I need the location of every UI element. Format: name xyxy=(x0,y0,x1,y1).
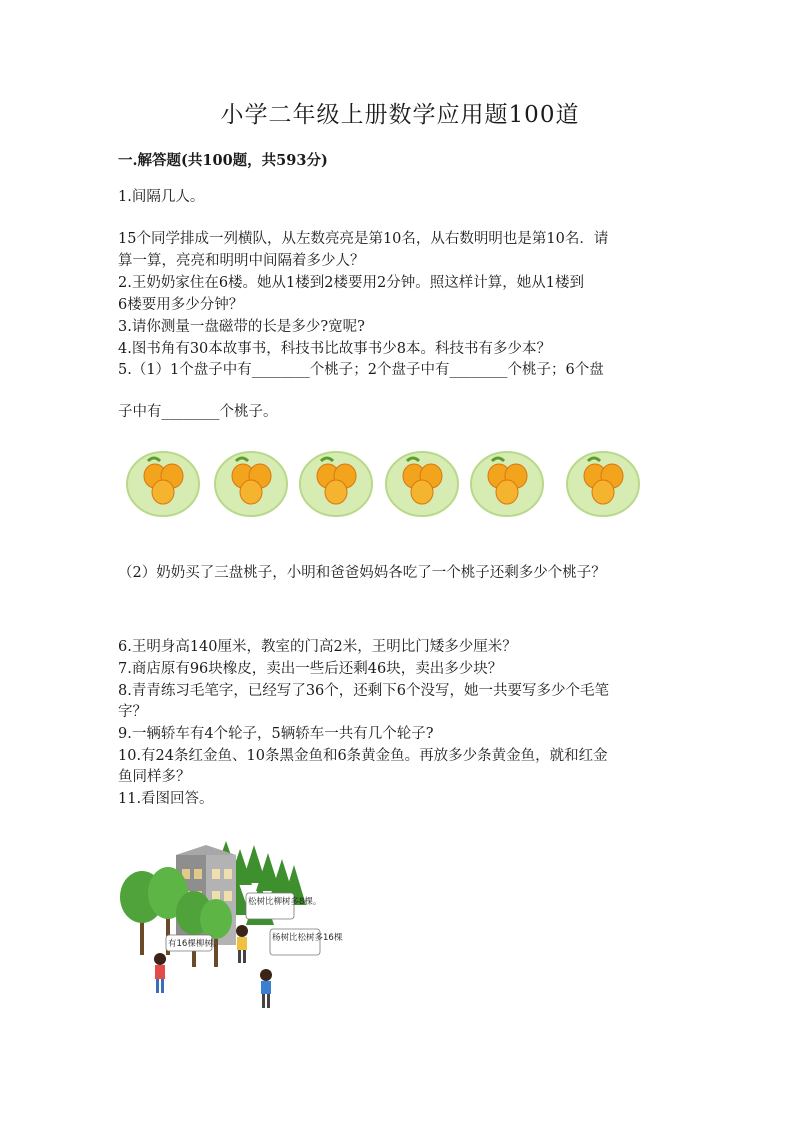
page-title: 小学二年级上册数学应用题100道 xyxy=(220,102,580,128)
q10-text-line2: 鱼同样多？ xyxy=(118,769,191,785)
q5-part1-line2: 子中有________个桃子。 xyxy=(118,404,278,420)
peach-plate-2 xyxy=(214,451,288,517)
q2-text-line1: 2.王奶奶家住在6楼。她从1楼到2楼要用2分钟。照这样计算，她从1楼到 xyxy=(118,275,584,291)
q7-text: 7.商店原有96块橡皮，卖出一些后还剩46块，卖出多少块？ xyxy=(118,661,503,677)
q5-part2-text: （2）奶奶买了三盘桃子，小明和爸爸妈妈各吃了一个桃子还剩多少个桃子？ xyxy=(118,565,606,581)
scene-drawing xyxy=(118,835,343,1015)
q5-part1-line1: 5.（1）1个盘子中有________个桃子；2个盘子中有________个桃子；6个盘 xyxy=(118,362,604,378)
child-boy-2 xyxy=(260,969,272,1008)
bubble-willow-text: 有16棵柳树。 xyxy=(168,939,222,949)
q4-text: 4.图书角有30本故事书，科技书比故事书少8本。科技书有多少本？ xyxy=(118,341,552,357)
speech-bubble-poplar xyxy=(270,929,343,955)
q6-text: 6.王明身高140厘米，教室的门高2米，王明比门矮多少厘米？ xyxy=(118,639,517,655)
q10-text-line1: 10.有24条红金鱼、10条黑金鱼和6条黄金鱼。再放多少条黄金鱼，就和红金 xyxy=(118,748,608,764)
bubble-poplar-text: 杨树比松树多16棵。 xyxy=(272,933,343,943)
q9-text: 9.一辆轿车有4个轮子，5辆轿车一共有几个轮子? xyxy=(118,726,434,742)
speech-bubble-pine xyxy=(246,893,321,919)
q8-text-line2: 字？ xyxy=(118,704,147,720)
q1-label: 1.间隔几人。 xyxy=(118,189,205,205)
q2-text-line2: 6楼要用多少分钟？ xyxy=(118,297,244,313)
peach-plate-6 xyxy=(566,451,640,517)
peach-plate-3 xyxy=(299,451,373,517)
q3-text: 3.请你测量一盘磁带的长是多少?宽呢? xyxy=(118,319,365,335)
section-heading: 一.解答题(共100题，共593分) xyxy=(118,152,328,169)
q1-text-line2: 算一算，亮亮和明明中间隔着多少人？ xyxy=(118,253,365,269)
peach-plate-1 xyxy=(126,451,200,517)
child-boy-1 xyxy=(236,925,248,963)
child-girl xyxy=(154,953,166,993)
peach-plates-illustration xyxy=(126,451,646,519)
peach-plate-5 xyxy=(470,451,544,517)
q8-text-line1: 8.青青练习毛笔字，已经写了36个，还剩下6个没写，她一共要写多少个毛笔 xyxy=(118,683,610,699)
peach-plate-4 xyxy=(385,451,459,517)
q11-label: 11.看图回答。 xyxy=(118,791,214,807)
q1-text-line1: 15个同学排成一列横队，从左数亮亮是第10名，从右数明明也是第10名．请 xyxy=(118,231,609,247)
trees-scene-illustration xyxy=(118,835,343,1015)
bubble-pine-text: 松树比柳树多8棵。 xyxy=(248,897,322,907)
